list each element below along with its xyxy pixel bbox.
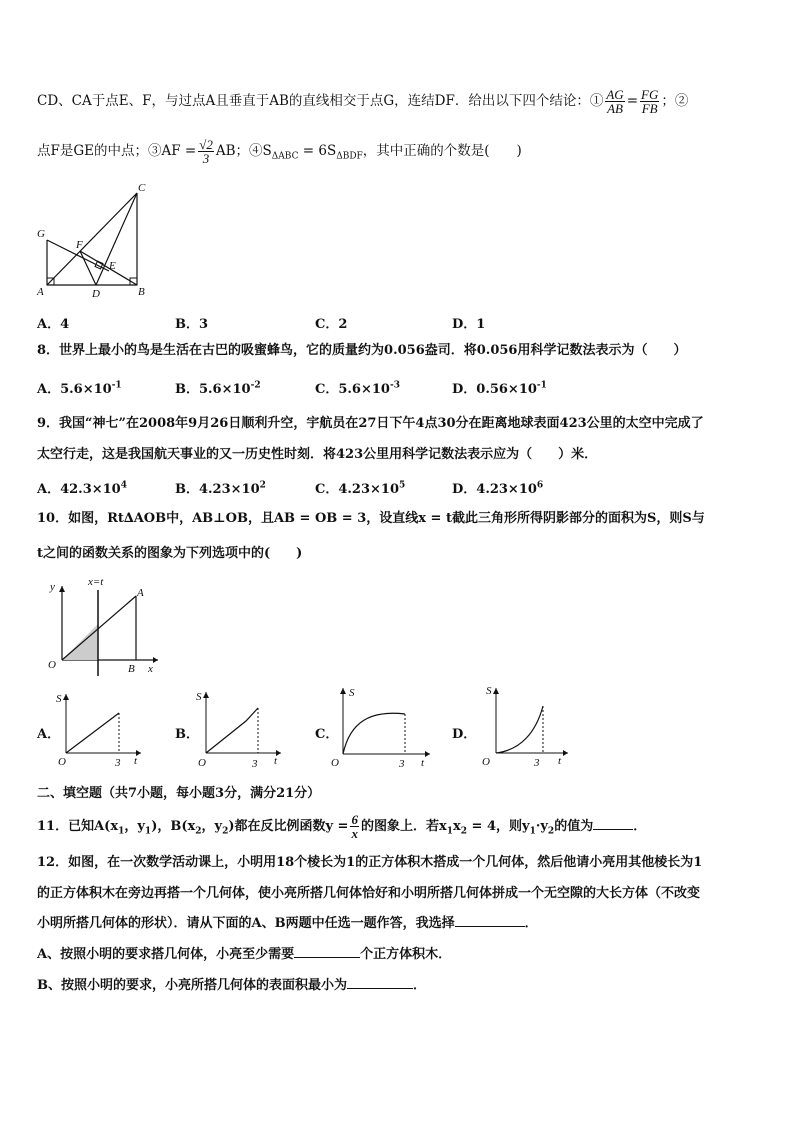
q7-text-a: CD、CA于点E、F，与过点A且垂直于AB的直线相交于点G，连结DF．给出以下四个结论：①	[37, 93, 604, 109]
q12-part-a: A、按照小明的要求搭几何体，小亮至少需要 个正方体积木．	[37, 947, 452, 962]
q9-option-c[interactable]: C．$4.23\times 10^5$	[315, 480, 406, 497]
svg-text:3: 3	[252, 758, 258, 770]
q12-line3: 小明所搭几何体的形状）．请从下面的A、B两题中任选一题作答，我选择 ．	[37, 916, 538, 931]
fig-xt-label: x=t	[88, 576, 104, 588]
svg-text:t: t	[558, 755, 562, 767]
section-heading-fill-in: 二、填空题（共7小题，每小题3分，满分21分）	[37, 786, 321, 801]
q7-sub-bdf: ΔBDF	[336, 151, 363, 162]
label-G: G	[37, 228, 45, 240]
q12-part-b: B、按照小明的要求，小亮所搭几何体的表面积最小为 ．	[37, 978, 427, 993]
q8-option-c[interactable]: C．$5.6\times 10^{-3}$	[315, 380, 400, 397]
svg-text:O: O	[331, 757, 339, 769]
q10-line1: 10．如图，Rt∆AOB中，AB⊥OB，且AB = OB = 3，设直线x = t截此三角形所得阴影部分的面积为S，则S与	[37, 511, 705, 526]
q10-graph-c[interactable]	[331, 682, 435, 777]
svg-text:t: t	[421, 757, 425, 769]
q7-option-d[interactable]: D．1	[452, 317, 486, 332]
fig-A-label: A	[137, 587, 144, 599]
q7-text-f: ，其中正确的个数是( )	[362, 143, 522, 159]
q12-line2: 的正方体积木在旁边再搭一个几何体，使小亮所搭几何体恰好和小明所搭几何体拼成一个无空隙的大长方体（不改变	[37, 886, 701, 901]
q12b-answer-blank[interactable]	[347, 988, 413, 989]
q8-question: 8．世界上最小的鸟是生活在古巴的吸蜜蜂鸟，它的质量约为0.056盎司．将0.056用科学记数法表示为（ ）	[37, 343, 687, 358]
q8-option-d[interactable]: D．$0.56\times 10^{-1}$	[452, 380, 547, 397]
label-D: D	[92, 288, 100, 300]
svg-text:O: O	[482, 756, 490, 768]
q10-graph-a[interactable]	[56, 688, 146, 778]
q10-option-a[interactable]: A．	[37, 727, 61, 742]
svg-text:3: 3	[115, 757, 121, 769]
q7-fraction-ag-ab: $\frac{AG}{AB}$	[606, 87, 624, 116]
svg-text:3: 3	[534, 757, 540, 769]
q7-text-c: 点F是GE的中点；③AF =	[37, 143, 197, 159]
q7-sub-abc: ΔABC	[271, 151, 299, 162]
q7-fraction-sqrt2-3: $\frac{√2}{3}$	[199, 137, 213, 166]
svg-text:S: S	[56, 693, 62, 705]
q7-geometry-figure	[36, 182, 166, 307]
q10-option-c[interactable]: C．	[315, 727, 339, 742]
q10-triangle-figure	[40, 576, 170, 676]
label-F: F	[76, 239, 83, 251]
q9-option-d[interactable]: D．$4.23\times 10^6$	[452, 480, 544, 497]
fig-y-label: y	[50, 581, 55, 593]
q9-option-b[interactable]: B．$4.23\times 10^2$	[175, 480, 266, 497]
q7-line2	[37, 138, 522, 167]
label-A: A	[37, 286, 44, 298]
svg-text:O: O	[198, 757, 206, 769]
q11-question: 11．已知$A(x_1$，$y_1$)，$B(x_2$，$y_2$)都在反比例函数y = $\frac{6}{x}$ 的图象上．若$x_1x_2 = 4$，则$y_1\cdot y_2$的值为 ．	[37, 812, 647, 841]
q11-answer-blank[interactable]	[593, 829, 633, 830]
svg-text:O: O	[58, 756, 66, 768]
fig-B-label: B	[128, 663, 135, 675]
q7-fraction-fg-fb: $\frac{FG}{FB}$	[641, 87, 659, 116]
q9-option-a[interactable]: A．$42.3\times 10^4$	[37, 480, 127, 497]
q7-text-e: = 6S	[298, 143, 337, 159]
q7-option-a[interactable]: A．4	[37, 317, 70, 332]
q10-graph-d[interactable]	[476, 682, 576, 777]
q12-line1: 12．如图，在一次数学活动课上，小明用18个棱长为1的正方体积木搭成一个几何体，然后他请小亮用其他棱长为1	[37, 855, 703, 870]
q10-graph-b[interactable]	[196, 686, 286, 776]
q7-text-b: ；②	[661, 93, 689, 109]
q10-option-d[interactable]: D．	[452, 727, 477, 742]
q12a-answer-blank[interactable]	[294, 957, 360, 958]
svg-text:3: 3	[399, 758, 405, 770]
svg-text:t: t	[134, 755, 138, 767]
q8-option-b[interactable]: B．$5.6\times 10^{-2}$	[175, 380, 261, 397]
q7-option-b[interactable]: B．3	[175, 317, 209, 332]
q10-line2: t之间的函数关系的图象为下列选项中的( )	[37, 546, 303, 561]
q9-line2: 太空行走，这是我国航天事业的又一历史性时刻．将423公里用科学记数法表示应为（ ）米．	[37, 447, 598, 462]
q9-line1: 9．我国“神七”在2008年9月26日顺利升空，宇航员在27日下午4点30分在距离地球表面423公里的太空中完成了	[37, 416, 704, 431]
q7-text-d: AB；④S	[215, 143, 272, 159]
svg-text:t: t	[274, 755, 278, 767]
q7-line1: CD、CA于点E、F，与过点A且垂直于AB的直线相交于点G，连结DF．给出以下四个结论：① $\frac{AG}{AB}$ = $\frac{FG}{FB}$ ；②	[37, 87, 689, 116]
svg-text:S: S	[486, 685, 492, 697]
q7-option-c[interactable]: C．2	[315, 317, 348, 332]
label-B: B	[138, 286, 145, 298]
q12-choice-blank[interactable]	[455, 926, 525, 927]
q10-option-b[interactable]: B．	[175, 727, 199, 742]
fig-x-label: x	[148, 663, 153, 675]
svg-text:S: S	[349, 687, 355, 699]
fig-O-label: O	[48, 659, 56, 671]
q8-option-a[interactable]: A．$5.6\times 10^{-1}$	[37, 380, 122, 397]
label-E: E	[109, 260, 116, 272]
q11-fraction-6-x: $\frac{6}{x}$	[351, 812, 358, 841]
label-C: C	[138, 182, 146, 194]
svg-text:S: S	[196, 691, 202, 703]
